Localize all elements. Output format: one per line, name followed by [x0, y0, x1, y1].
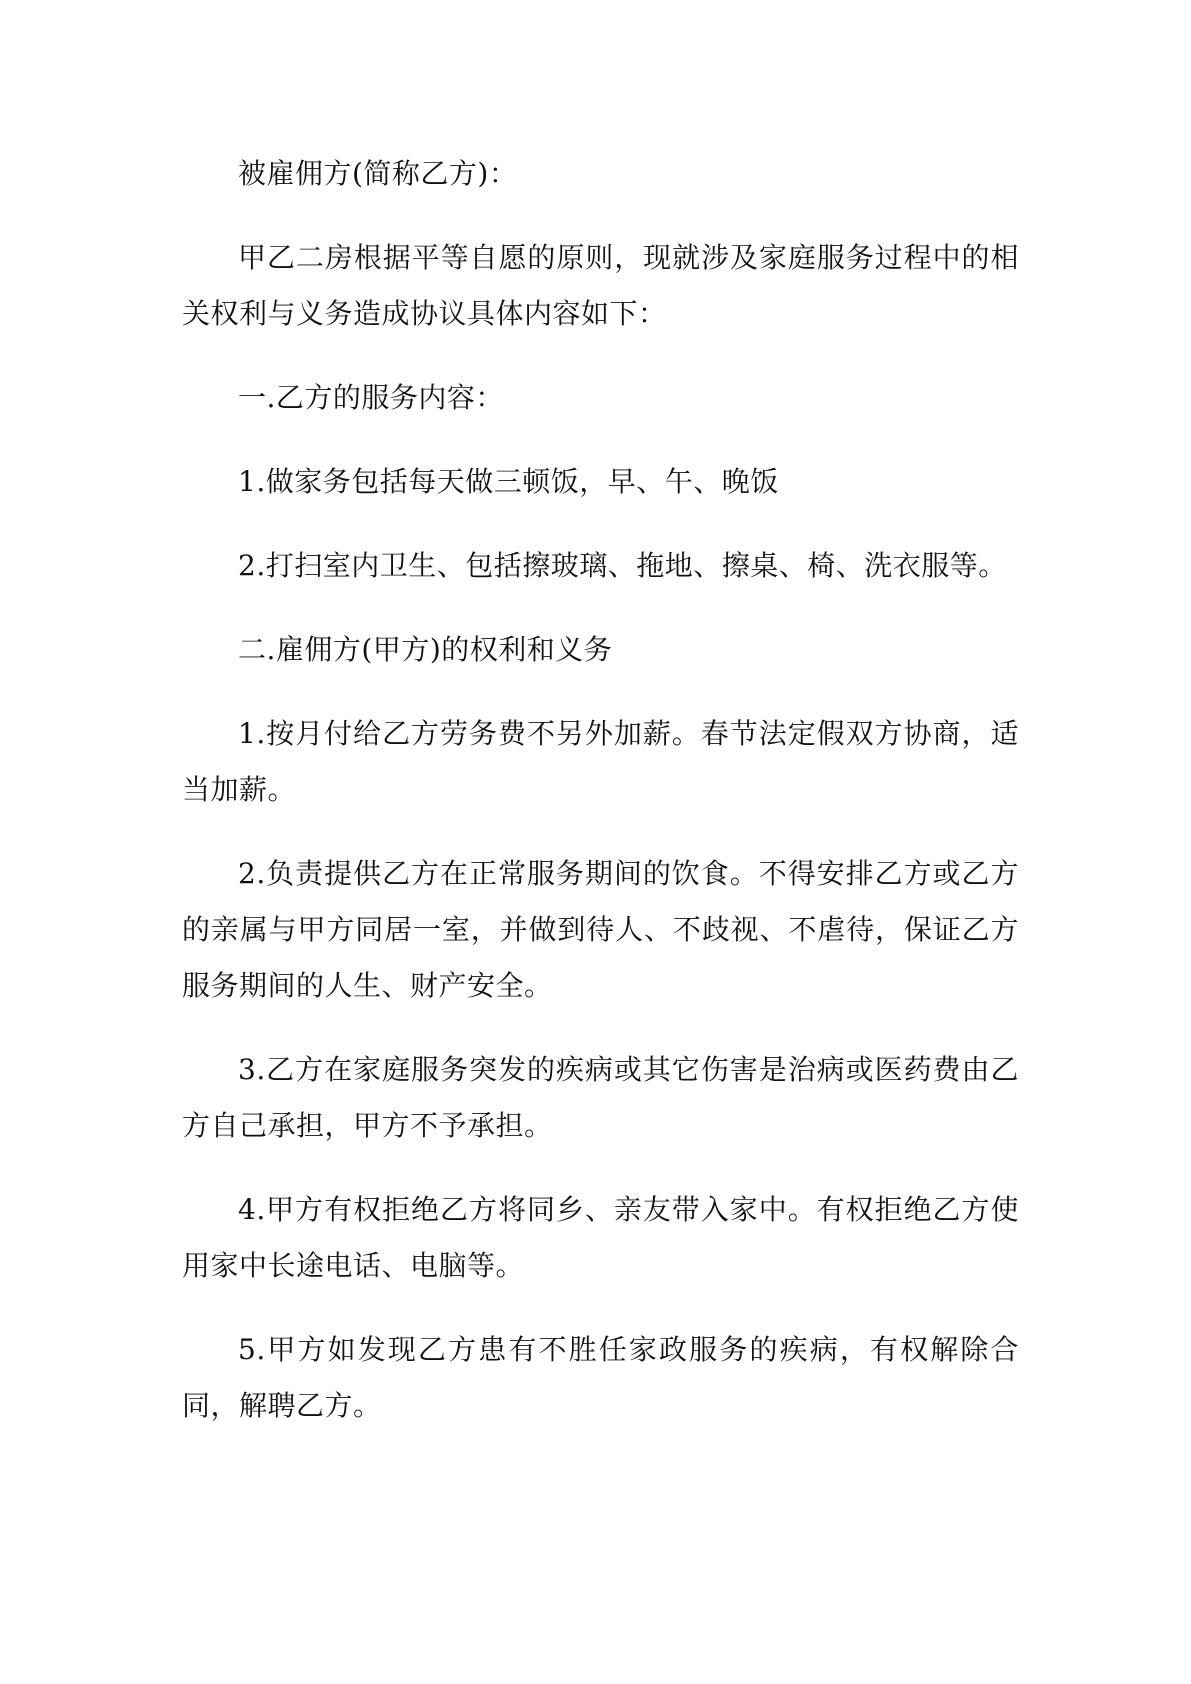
service-item-1: 1.做家务包括每天做三顿饭，早、午、晚饭 [238, 465, 779, 498]
section-heading-service-content: 一.乙方的服务内容： [238, 381, 504, 414]
document-body [182, 146, 1019, 1462]
employer-clause-1: 1.按月付给乙方劳务费不另外加薪。春节法定假双方协商，适当加薪。 [182, 717, 1019, 806]
employer-clause-4: 4.甲方有权拒绝乙方将同乡、亲友带入家中。有权拒绝乙方使用家中长途电话、电脑等。 [182, 1193, 1019, 1282]
employer-clause-2: 2.负责提供乙方在正常服务期间的饮食。不得安排乙方或乙方的亲属与甲方同居一室，并做到待人、不歧视、不虐待，保证乙方服务期间的人生、财产安全。 [182, 857, 1019, 1002]
employer-clause-5: 5.甲方如发现乙方患有不胜任家政服务的疾病，有权解除合同，解聘乙方。 [182, 1333, 1019, 1422]
section-heading-employer-rights: 二.雇佣方(甲方)的权利和义务 [238, 633, 613, 666]
service-item-2: 2.打扫室内卫生、包括擦玻璃、拖地、擦桌、椅、洗衣服等。 [238, 549, 1007, 582]
agreement-intro: 甲乙二房根据平等自愿的原则，现就涉及家庭服务过程中的相关权利与义务造成协议具体内容如下： [182, 241, 1019, 330]
party-b-label: 被雇佣方(简称乙方)： [238, 157, 518, 190]
employer-clause-3: 3.乙方在家庭服务突发的疾病或其它伤害是治病或医药费由乙方自己承担，甲方不予承担。 [182, 1053, 1019, 1142]
